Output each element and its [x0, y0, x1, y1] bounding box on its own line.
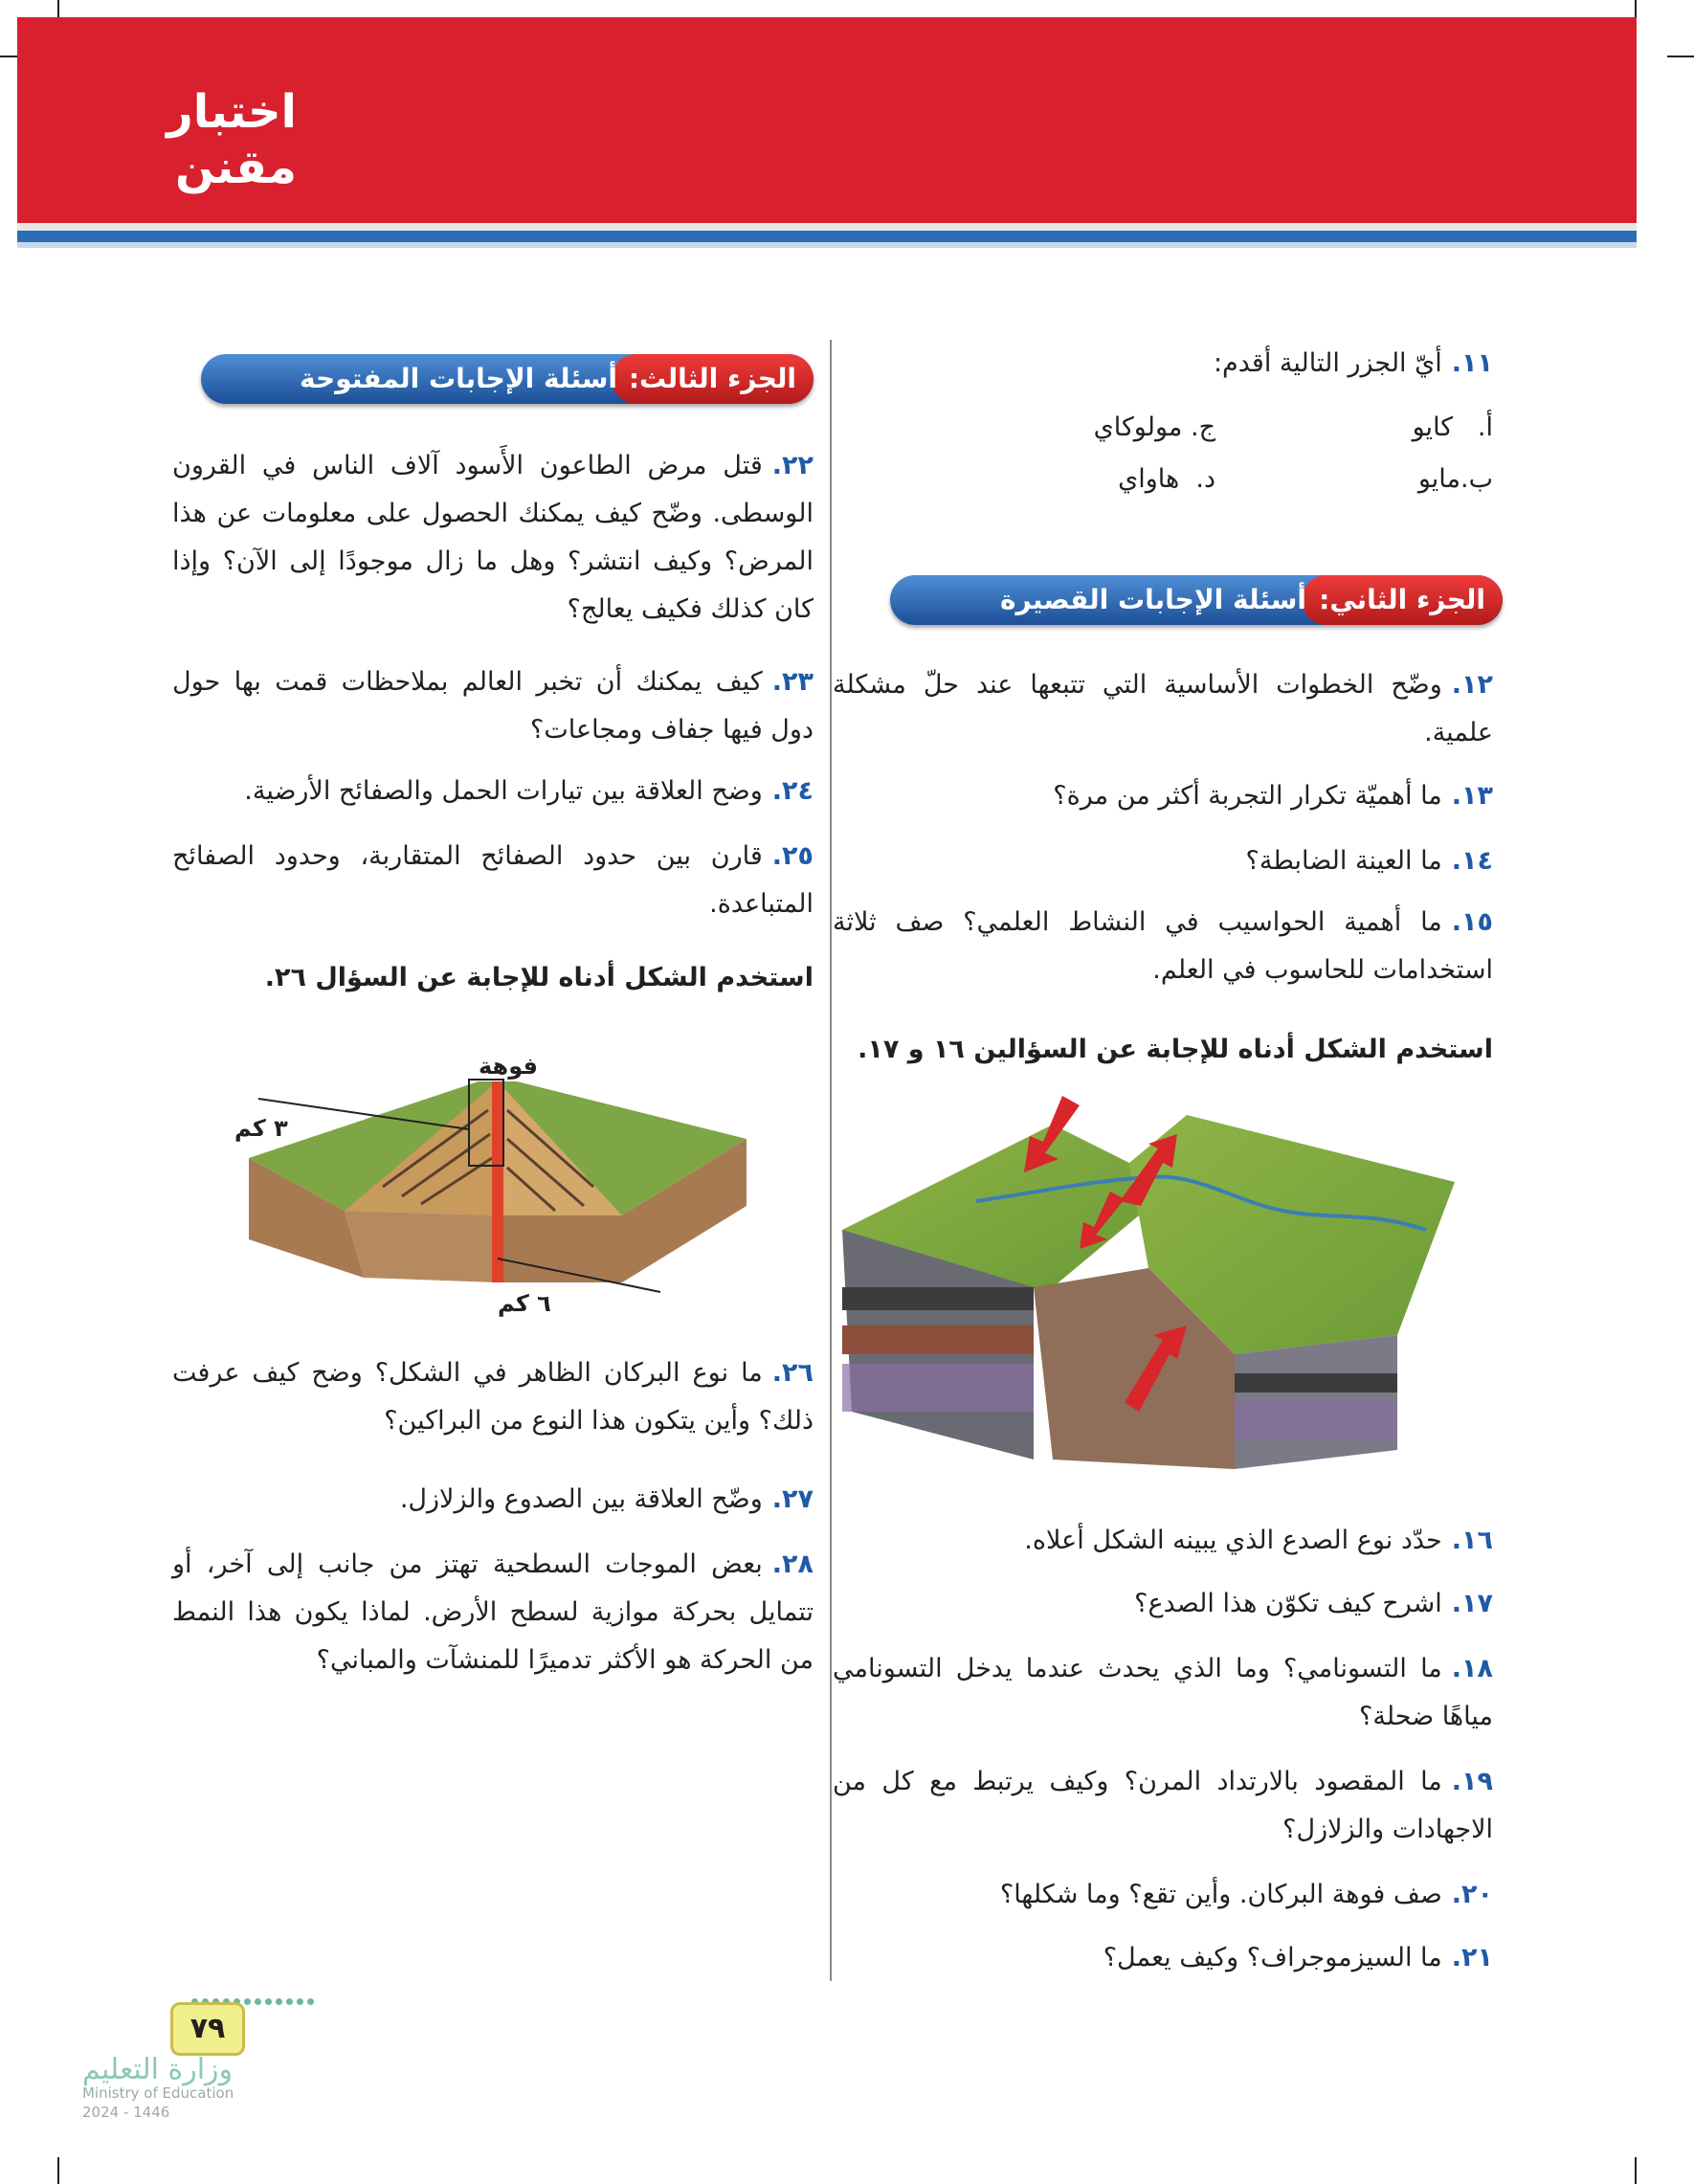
question-14: ١٤.ما العينة الضابطة؟	[1245, 846, 1493, 876]
part2-label: الجزء الثاني:	[1302, 575, 1503, 625]
part3-label: الجزء الثالث:	[612, 354, 814, 404]
crop-mark	[1635, 2157, 1637, 2184]
ministry-logo-text: وزارة التعليم	[82, 2053, 234, 2086]
right-column	[833, 340, 1493, 1986]
page-title	[144, 84, 297, 195]
question-19: ١٩.ما المقصود بالارتداد المرن؟ وكيف يرتبط مع كل من الاجهادات والزلازل؟	[833, 1767, 1493, 1844]
title-line-1: اختبار	[167, 85, 297, 139]
banner-stripe	[17, 242, 1637, 248]
question-18: ١٨.ما التسونامي؟ وما الذي يحدث عندما يدخل التسونامي مياهًا ضحلة؟	[833, 1654, 1493, 1731]
question-24: ٢٤.وضح العلاقة بين تيارات الحمل والصفائح الأرضية.	[244, 776, 814, 806]
option-b: ب.مايو	[1417, 464, 1493, 494]
column-divider	[830, 340, 832, 1981]
magma-conduit	[492, 1081, 503, 1282]
question-17: ١٧.اشرح كيف تكوّن هذا الصدع؟	[1134, 1589, 1493, 1618]
question-23: ٢٣.كيف يمكنك أن تخبر العالم بملاحظات قمت بها حول دول فيها جفاف ومجاعات؟	[172, 667, 814, 745]
question-20: ٢٠.صف فوهة البركان. وأين تقع؟ وما شكلها؟	[999, 1880, 1493, 1909]
fault-diagram	[833, 1086, 1474, 1479]
instruction-16-17: استخدم الشكل أدناه للإجابة عن السؤالين ١٦ و ١٧.	[858, 1035, 1493, 1064]
question-21: ٢١.ما السيزموجراف؟ وكيف يعمل؟	[1103, 1943, 1493, 1972]
volcano-diagram	[211, 1043, 775, 1330]
academic-year: 2024 - 1446	[82, 2104, 170, 2121]
question-15: ١٥.ما أهمية الحواسيب في النشاط العلمي؟ صف ثلاثة استخدامات للحاسوب في العلم.	[833, 907, 1493, 985]
width-label: ٦ كم	[498, 1290, 551, 1317]
ministry-english-text: Ministry of Education	[82, 2084, 234, 2102]
option-d: د. هاواي	[1118, 464, 1215, 494]
instruction-26: استخدم الشكل أدناه للإجابة عن السؤال ٢٦.	[264, 963, 814, 992]
question-13: ١٣.ما أهميّة تكرار التجربة أكثر من مرة؟	[1053, 781, 1493, 811]
title-line-2: مقنن	[174, 141, 297, 194]
question-11: ١١.أيّ الجزر التالية أقدم:	[1213, 348, 1493, 378]
part2-title: أسئلة الإجابات القصيرة	[999, 584, 1306, 615]
crop-mark	[57, 2157, 59, 2184]
page-number: ٧٩	[170, 2002, 245, 2056]
part2-header	[890, 575, 1503, 625]
option-a: أ. كايو	[1412, 412, 1493, 442]
vent-label: فوهة	[479, 1053, 538, 1080]
banner-stripe	[17, 231, 1637, 242]
option-c: ج. مولوكاي	[1093, 412, 1215, 442]
part3-header	[201, 354, 814, 404]
left-column	[172, 354, 814, 1713]
height-label: ٣ كم	[234, 1115, 288, 1142]
question-26: ٢٦.ما نوع البركان الظاهر في الشكل؟ وضح كيف عرفت ذلك؟ وأين يتكون هذا النوع من البراكين؟	[172, 1358, 814, 1436]
question-27: ٢٧.وضّح العلاقة بين الصدوع والزلازل.	[399, 1484, 814, 1514]
question-22: ٢٢.قتل مرض الطاعون الأَسود آلاف الناس في القرون الوسطى. وضّح كيف يمكنك الحصول على معلومات عن هذا المرض؟ وكيف انتشر؟ وهل ما زال موجودًا إلى الآن؟ وإذا كان كذلك فكيف يعالج؟	[172, 451, 814, 624]
question-16: ١٦.حدّد نوع الصدع الذي يبينه الشكل أعلاه.	[1024, 1526, 1493, 1555]
banner-stripe	[17, 223, 1637, 231]
question-12: ١٢.وضّح الخطوات الأساسية التي تتبعها عند حلّ مشكلة علمية.	[833, 670, 1493, 747]
crop-mark	[1667, 56, 1694, 57]
volcano-front-middle	[345, 1211, 498, 1282]
question-28: ٢٨.بعض الموجات السطحية تهتز من جانب إلى آخر، أو تتمايل بحركة موازية لسطح الأرض. لماذا يكون هذا النمط من الحركة هو الأكثر تدميرًا للمنشآت والمباني؟	[172, 1549, 814, 1675]
question-25: ٢٥.قارن بين حدود الصفائح المتقاربة، وحدود الصفائح المتباعدة.	[172, 841, 814, 919]
part3-title: أسئلة الإجابات المفتوحة	[300, 363, 617, 394]
